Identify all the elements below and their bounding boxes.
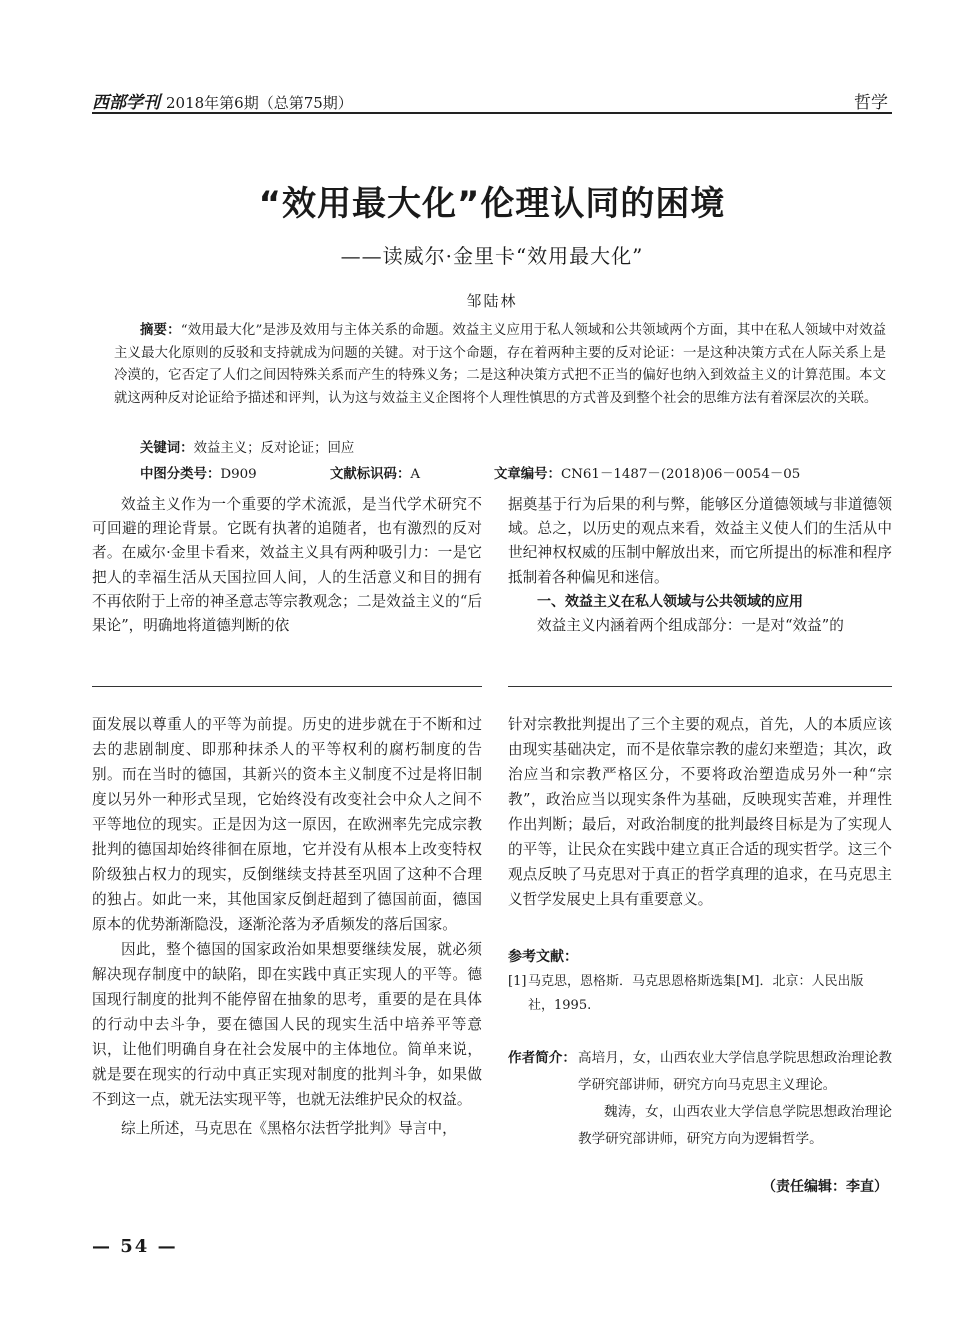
body-paragraph: 效益主义作为一个重要的学术流派，是当代学术研究不可回避的理论背景。它既有执著的追随者，也有激烈的反对者。在威尔·金里卡看来，效益主义具有两种吸引力：一是它把人的幸福生活从天国拉回人间，人的生活意义和目的拥有不再依附于上帝的神圣意志等宗教观念；二是效益主义的“后果论”，明确地将道德判断的依 xyxy=(92,496,482,635)
article-title: “效用最大化”伦理认同的困境 xyxy=(258,184,726,224)
author-bio-label: 作者简介： xyxy=(508,1050,576,1066)
body-column-right-bottom xyxy=(508,712,892,912)
body-column-left-top xyxy=(92,493,482,638)
section-heading: 一、效益主义在私人领域与公共领域的应用 xyxy=(537,593,803,610)
responsible-editor: （责任编辑：李直） xyxy=(762,1179,888,1195)
section-label: 哲学 xyxy=(854,93,888,113)
keywords-label: 关键词： xyxy=(140,441,194,456)
body-paragraph: 因此，整个德国的国家政治如果想要继续发展，就必须解决现存制度中的缺陷，即在实践中真正实现人的平等。德国现行制度的批判不能停留在抽象的思考，重要的是在具体的行动中去斗争，要在德国人民的现实生活中培养平等意识，让他们明确自身在社会发展中的主体地位。简单来说，就是要在现实的行动中真正实现对制度的批判斗争，如果做不到这一点，就无法实现平等，也就无法维护民众的权益。 xyxy=(92,941,482,1108)
abstract-text: “效用最大化”是涉及效用与主体关系的命题。效益主义应用于私人领域和公共领域两个方面，其中在私人领域中对效益主义最大化原则的反驳和支持就成为问题的关键。对于这个命题，存在着两种主要的反对论证：一是这种决策方式在人际关系上是冷漠的，它否定了人们之间因特殊关系而产生的特殊义务；二是这种决策方式把不正当的偏好也纳入到效益主义的计算范围。本文就这两种反对论证给予描述和评判，认为这与效益主义企图将个人理性慎思的方式普及到整个社会的思维方法有着深层次的关联。 xyxy=(114,323,887,406)
page-number: — 54 — xyxy=(92,1236,178,1257)
body-paragraph: 综上所述，马克思在《黑格尔法哲学批判》导言中， xyxy=(121,1120,457,1137)
body-paragraph: 据奠基于行为后果的利与弊，能够区分道德领域与非道德领域。总之，以历史的观点来看，效益主义使人们的生活从中世纪神权权威的压制中解放出来，而它所提出的标准和程序抵制着各种偏见和迷信。 xyxy=(508,496,892,586)
reference-text-continued: 社，1995. xyxy=(528,998,592,1013)
clc-item xyxy=(140,463,257,482)
running-header xyxy=(92,88,353,113)
abstract-label: 摘要： xyxy=(140,323,181,338)
article-author: 邹陆林 xyxy=(466,292,518,310)
author-bio xyxy=(508,1045,892,1153)
body-paragraph: 针对宗教批判提出了三个主要的观点，首先，人的本质应该由现实基础决定，而不是依靠宗教的虚幻来塑造；其次，政治应当和宗教严格区分，不要将政治塑造成另外一种“宗教”，政治应当以现实条件为基础，反映现实苦难，并理性作出判断；最后，对政治制度的批判最终目标是为了实现人的平等，让民众在实践中建立真正合适的现实哲学。这三个观点反映了马克思对于真正的哲学真理的追求，在马克思主义哲学发展史上具有重要意义。 xyxy=(508,716,892,908)
doc-code-item xyxy=(330,463,420,482)
references-heading: 参考文献： xyxy=(508,949,578,965)
article-subtitle: ——读威尔·金里卡“效用最大化” xyxy=(340,244,644,268)
reference-item xyxy=(508,970,892,1018)
keywords xyxy=(140,437,354,456)
article-divider-left xyxy=(92,686,482,687)
issue-info: 2018年第6期（总第75期） xyxy=(166,94,353,112)
author-bio-paragraph: 魏涛，女，山西农业大学信息学院思想政治理论教学研究部讲师，研究方向为逻辑哲学。 xyxy=(578,1104,892,1147)
keywords-text: 效益主义；反对论证；回应 xyxy=(193,441,355,456)
body-column-left-bottom xyxy=(92,712,482,1141)
doc-code-label: 文献标识码： xyxy=(330,467,411,482)
article-number-label: 文章编号： xyxy=(494,467,561,482)
body-paragraph: 效益主义内涵着两个组成部分：一是对“效益”的 xyxy=(537,617,844,635)
journal-name: 西部学刊 xyxy=(92,93,160,113)
clc-label: 中图分类号： xyxy=(140,467,221,482)
body-paragraph: 面发展以尊重人的平等为前提。历史的进步就在于不断和过去的悲剧制度、即那种抹杀人的平等权利的腐朽制度的告别。而在当时的德国，其新兴的资本主义制度不过是将旧制度以另外一种形式呈现，它始终没有改变社会中众人之间不平等地位的现实。正是因为这一原因，在欧洲率先完成宗教批判的德国却始终徘徊在原地，它并没有从根本上改变特权阶级独占权力的现实，反倒继续支持甚至巩固了这种不合理的独占。如此一来，其他国家反倒赶超到了德国前面，德国原本的优势渐渐隐没，逐渐沦落为矛盾频发的落后国家。 xyxy=(92,716,482,933)
clc-value: D909 xyxy=(220,467,257,482)
author-bio-paragraph: 高培月，女，山西农业大学信息学院思想政治理论教学研究部讲师，研究方向马克思主义理论。 xyxy=(578,1050,892,1093)
article-number-item xyxy=(494,463,800,482)
abstract xyxy=(114,320,886,410)
body-column-right-top xyxy=(508,493,892,638)
article-number-value: CN61－1487－(2018)06－0054－05 xyxy=(560,467,801,482)
reference-text: 马克思，恩格斯．马克思恩格斯选集[M]．北京：人民出版 xyxy=(528,974,864,989)
reference-number: [1] xyxy=(508,974,527,989)
header-rule xyxy=(92,112,892,114)
article-divider-right xyxy=(508,686,892,687)
doc-code-value: A xyxy=(410,467,421,482)
